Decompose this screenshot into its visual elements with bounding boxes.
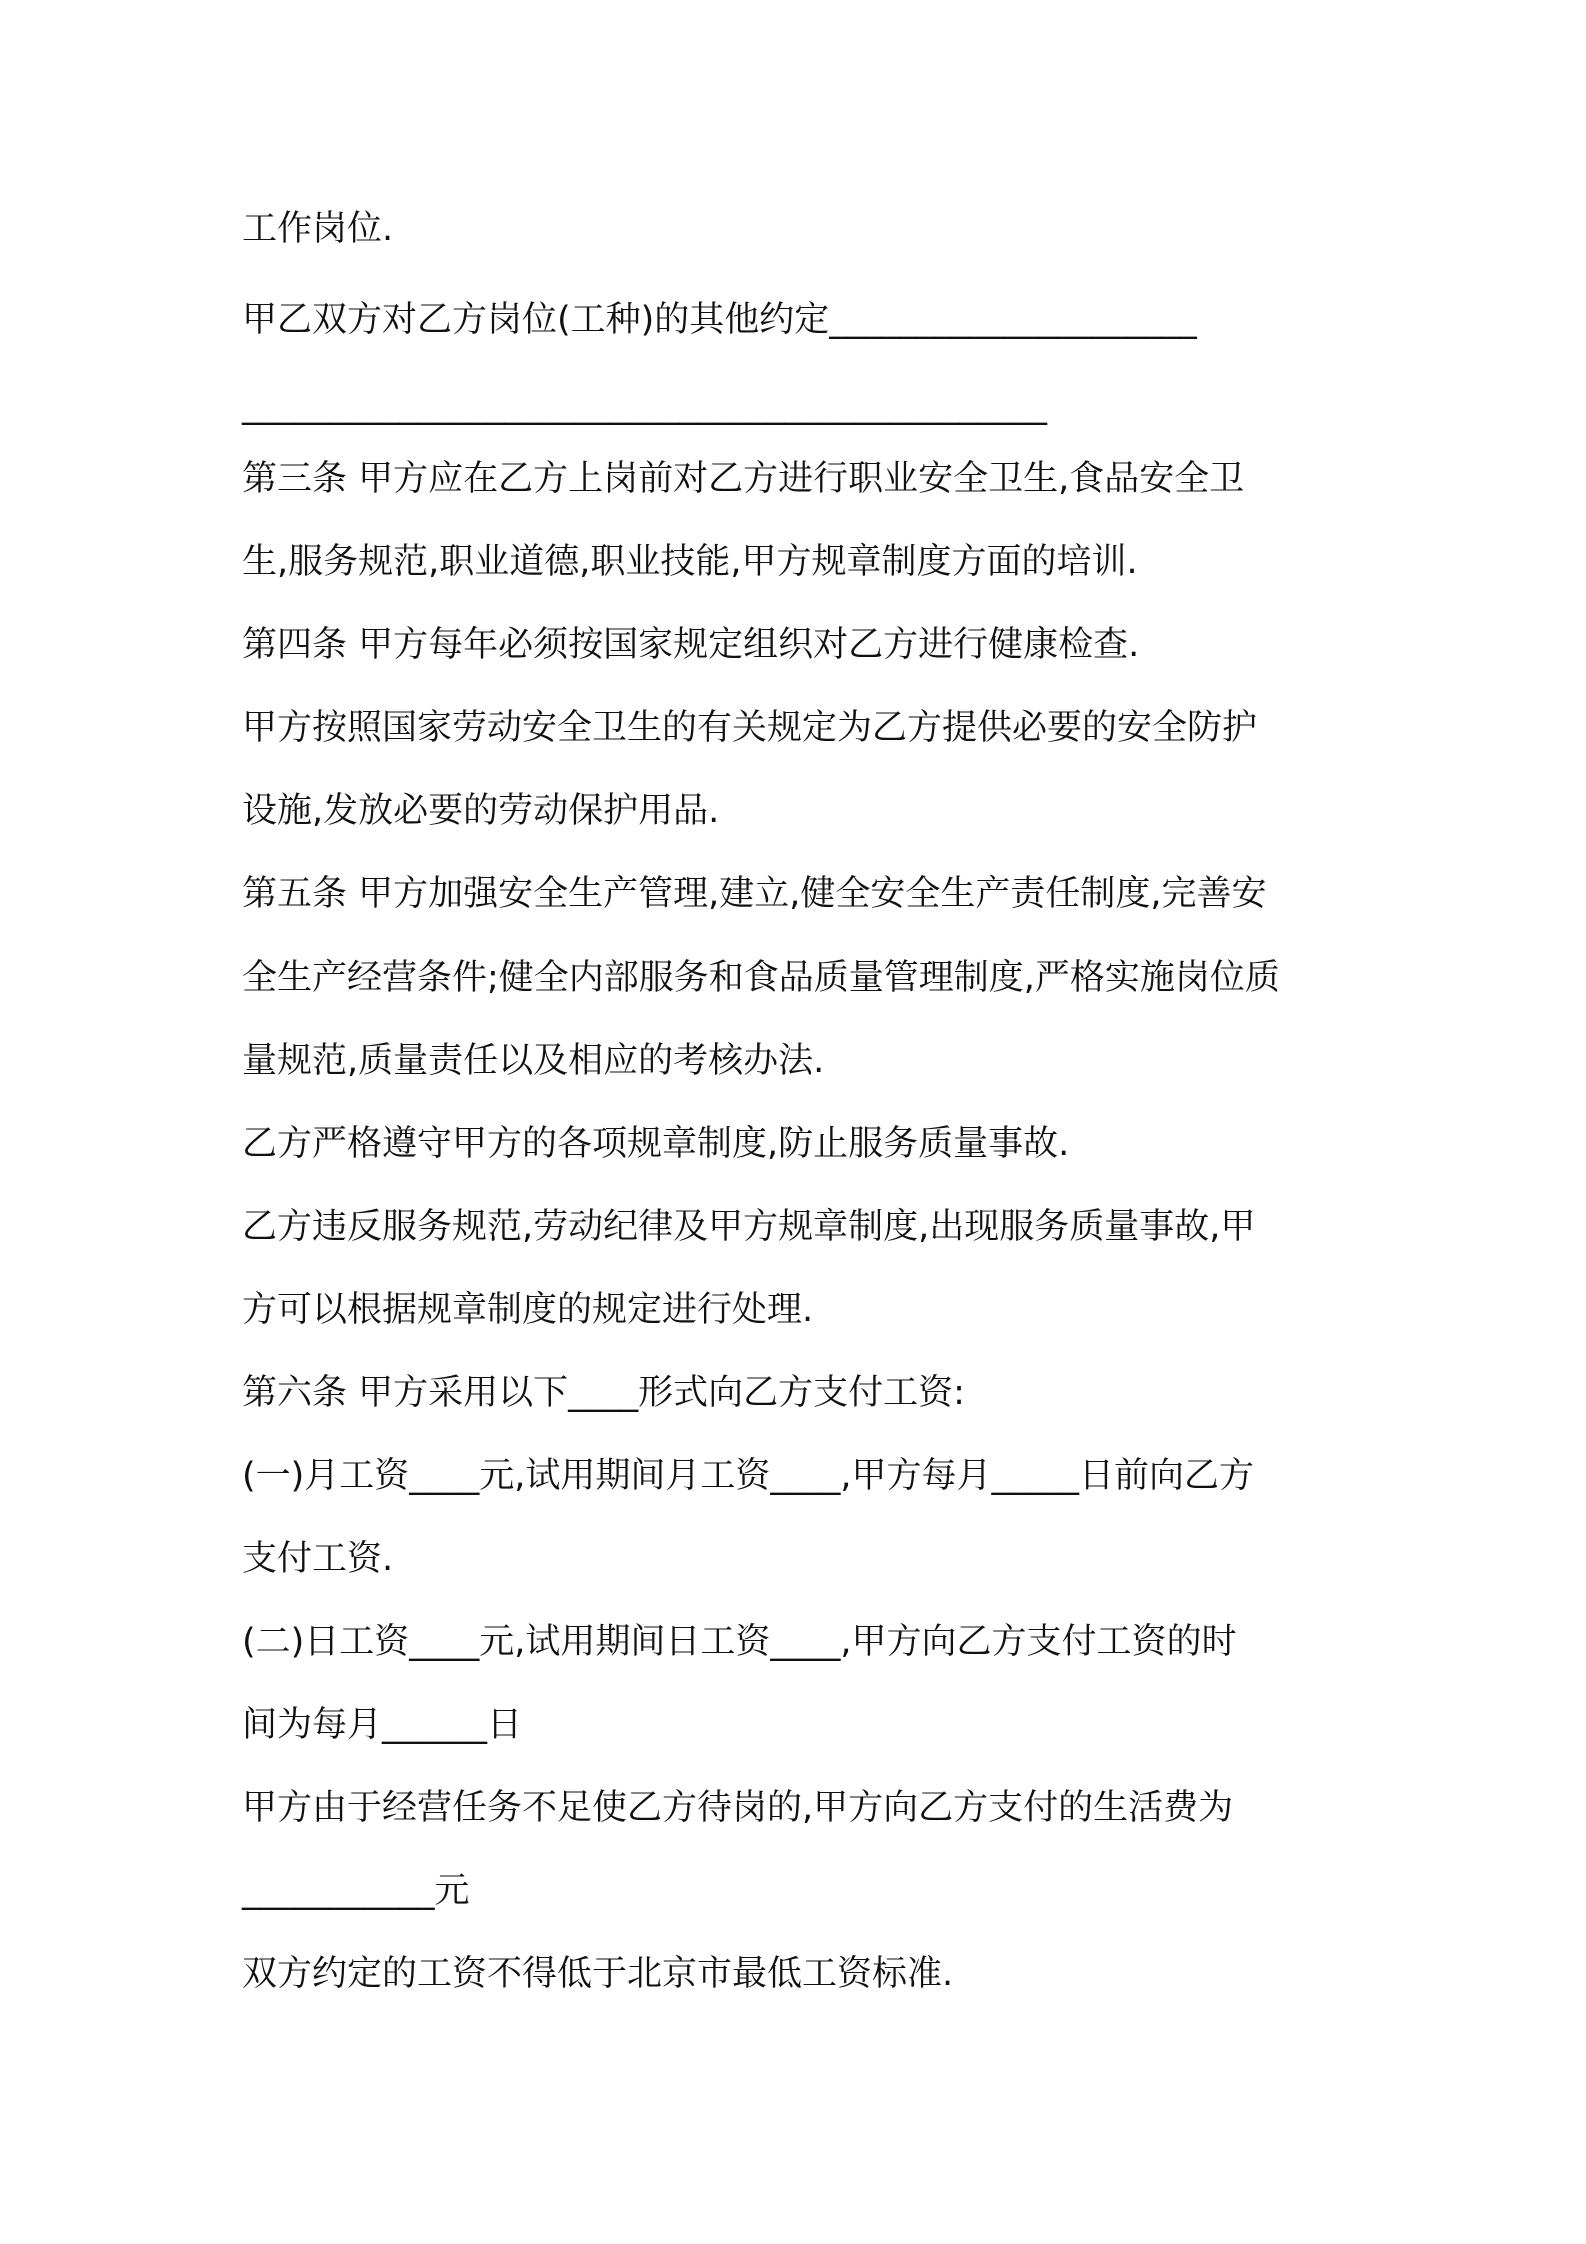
text-line-7: 甲方按照国家劳动安全卫生的有关规定为乙方提供必要的安全防护 bbox=[242, 708, 1258, 748]
text-line-2: 甲乙双方对乙方岗位(工种)的其他约定_____________________ bbox=[242, 300, 1197, 340]
text-line-17: 支付工资. bbox=[242, 1539, 394, 1579]
text-line-10: 全生产经营条件;健全内部服务和食品质量管理制度,严格实施岗位质 bbox=[242, 958, 1280, 998]
text-line-22: 双方约定的工资不得低于北京市最低工资标准. bbox=[242, 1954, 954, 1994]
text-line-21: ___________元 bbox=[242, 1871, 470, 1911]
text-line-5: 生,服务规范,职业道德,职业技能,甲方规章制度方面的培训. bbox=[242, 542, 1138, 582]
text-line-9: 第五条 甲方加强安全生产管理,建立,健全安全生产责任制度,完善安 bbox=[242, 874, 1267, 914]
text-line-3: ______________________________________________ bbox=[242, 386, 1047, 426]
text-line-1: 工作岗位. bbox=[242, 209, 394, 249]
text-line-13: 乙方违反服务规范,劳动纪律及甲方规章制度,出现服务质量事故,甲 bbox=[242, 1207, 1256, 1247]
text-line-16: (一)月工资____元,试用期间月工资____,甲方每月_____日前向乙方 bbox=[242, 1456, 1255, 1496]
text-line-8: 设施,发放必要的劳动保护用品. bbox=[242, 791, 720, 831]
text-line-6: 第四条 甲方每年必须按国家规定组织对乙方进行健康检查. bbox=[242, 625, 1140, 665]
text-line-20: 甲方由于经营任务不足使乙方待岗的,甲方向乙方支付的生活费为 bbox=[242, 1788, 1234, 1828]
text-line-14: 方可以根据规章制度的规定进行处理. bbox=[242, 1290, 814, 1330]
text-line-19: 间为每月______日 bbox=[242, 1705, 523, 1745]
text-line-15: 第六条 甲方采用以下____形式向乙方支付工资: bbox=[242, 1373, 965, 1413]
text-line-11: 量规范,质量责任以及相应的考核办法. bbox=[242, 1041, 825, 1081]
text-line-4: 第三条 甲方应在乙方上岗前对乙方进行职业安全卫生,食品安全卫 bbox=[242, 459, 1245, 499]
text-line-18: (二)日工资____元,试用期间日工资____,甲方向乙方支付工资的时 bbox=[242, 1622, 1237, 1662]
text-line-12: 乙方严格遵守甲方的各项规章制度,防止服务质量事故. bbox=[242, 1124, 1070, 1164]
